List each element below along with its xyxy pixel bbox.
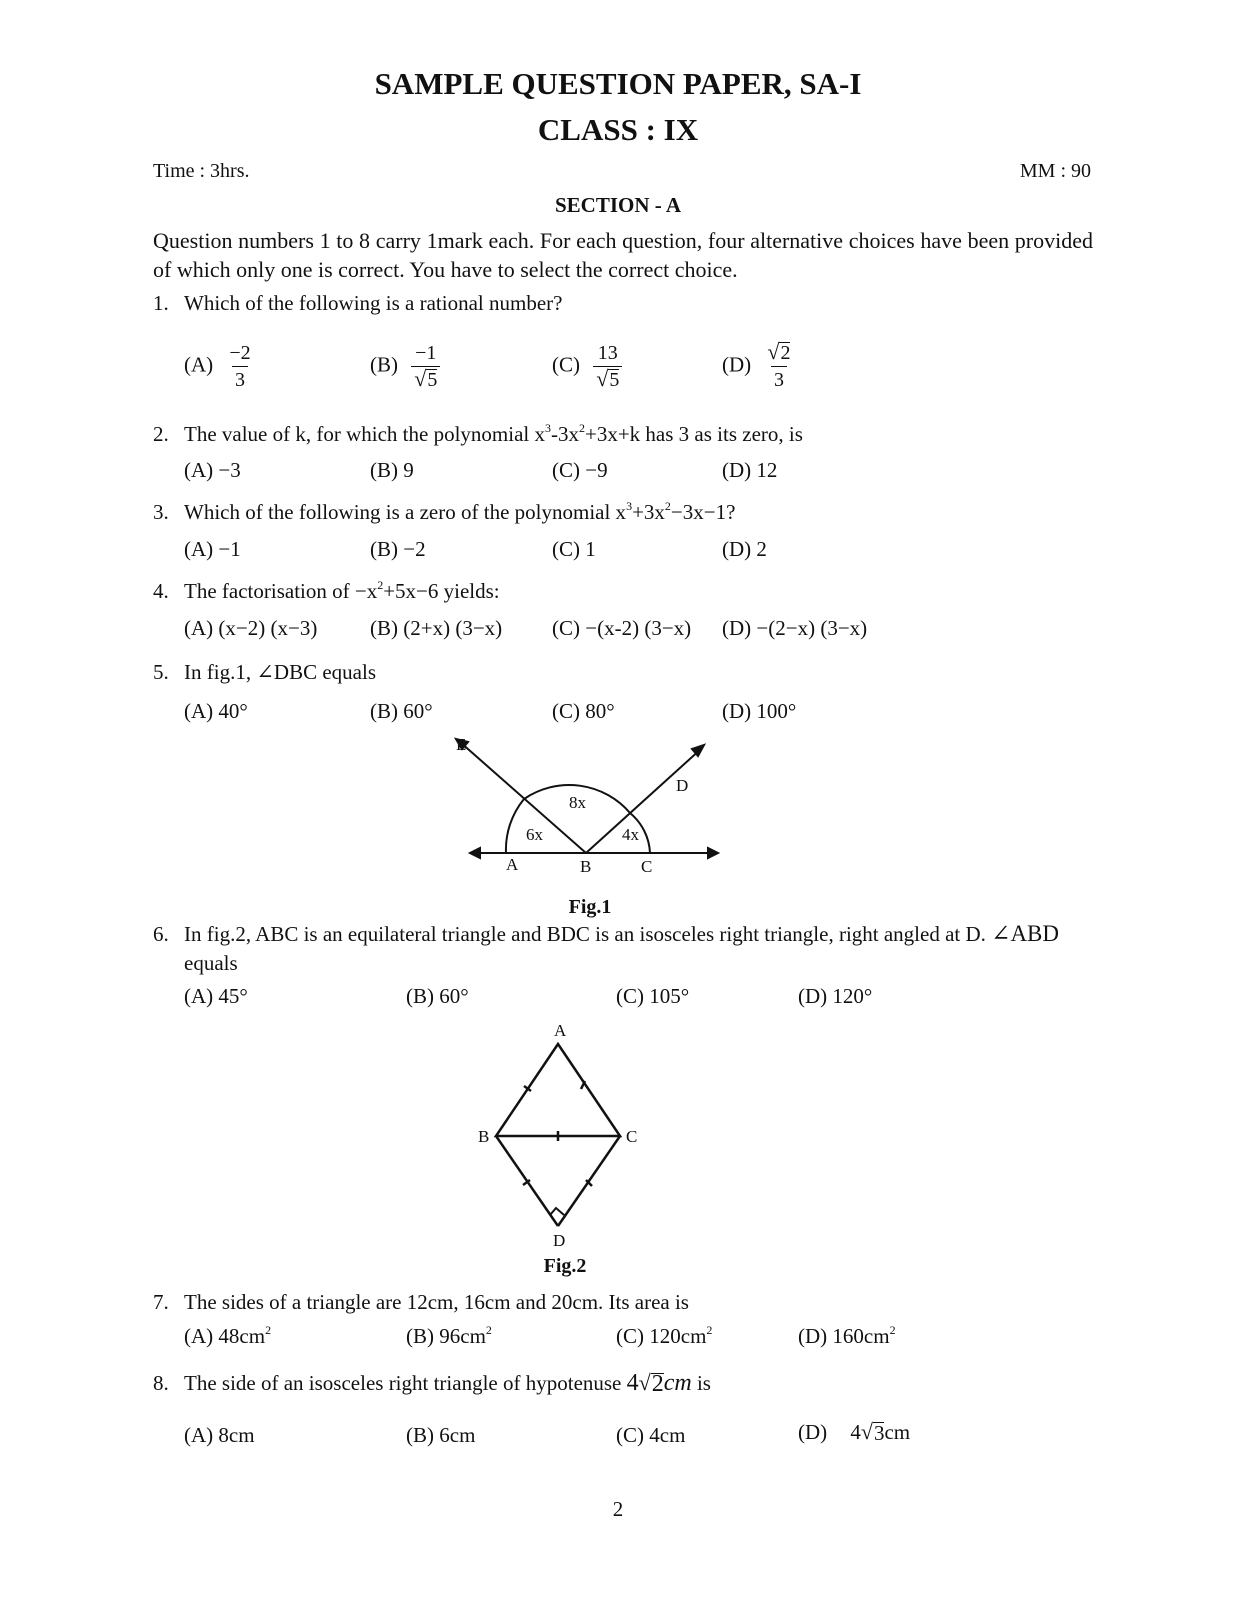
option-label: (C) — [616, 1324, 644, 1348]
question-text: Which of the following is a zero of the polynomial x — [184, 500, 627, 524]
question-8 — [153, 1370, 711, 1397]
label-8x: 8x — [569, 793, 586, 812]
exponent: 2 — [706, 1323, 713, 1337]
option-value: 60° — [403, 699, 433, 723]
numerator — [764, 340, 793, 366]
q6-option-c — [616, 984, 689, 1009]
label-d: D — [553, 1231, 566, 1250]
q3-option-c — [552, 537, 596, 562]
section-instructions: Question numbers 1 to 8 carry 1mark each. For each question, four alternative choices have been provided of which only one is correct. You have to select the correct choice. — [153, 228, 1093, 282]
coefficient: 4 — [626, 1370, 639, 1396]
question-number: 2. — [153, 422, 169, 446]
section-title: SECTION - A — [554, 193, 682, 217]
angle-symbol: ∠ABD — [991, 921, 1060, 946]
option-value: −9 — [585, 458, 608, 482]
numerator: 13 — [597, 342, 618, 364]
question-text: The side of an isosceles right triangle of hypotenuse — [184, 1371, 622, 1395]
option-value: 4cm — [649, 1423, 686, 1447]
exponent: 2 — [579, 421, 585, 435]
figure-1-caption: Fig.1 — [568, 896, 612, 918]
option-label: (A) — [184, 699, 214, 723]
numerator: −2 — [229, 342, 251, 364]
arrowhead-left-icon — [470, 848, 480, 858]
option-value: 40° — [218, 699, 248, 723]
question-text: +5x−6 yields: — [383, 579, 500, 603]
q4-option-a — [184, 616, 317, 641]
option-label: (B) — [370, 352, 398, 377]
sqrt-icon: √ — [767, 339, 780, 364]
q3-option-b — [370, 537, 426, 562]
option-value: 45° — [218, 984, 248, 1008]
question-text: +3x — [632, 500, 665, 524]
option-label: (C) — [552, 537, 580, 561]
q5-option-b — [370, 699, 433, 724]
option-label: (A) — [184, 458, 214, 482]
option-label: (B) — [370, 616, 398, 640]
angle-symbol: ∠DBC — [256, 660, 318, 684]
option-label: (A) — [184, 984, 214, 1008]
q6-option-b — [406, 984, 469, 1009]
option-label: (A) — [184, 1423, 214, 1447]
question-number: 4. — [153, 579, 169, 603]
option-label: (D) — [798, 1420, 828, 1444]
question-text: Which of the following is a rational number? — [184, 291, 563, 315]
q8-option-b — [406, 1423, 475, 1448]
option-value: 120cm — [649, 1324, 707, 1348]
ray-bd — [586, 748, 702, 853]
question-text: In fig.2, ABC is an equilateral triangle and BDC is an isosceles right triangle, right angled at D. — [184, 922, 986, 946]
figure-2 — [470, 1018, 650, 1253]
option-label: (A) — [184, 1324, 214, 1348]
time-label: Time : 3hrs. — [153, 160, 250, 182]
marks-label: MM : 90 — [1019, 160, 1091, 182]
q2-option-c — [552, 458, 608, 483]
option-label: (C) — [552, 352, 580, 377]
label-e: E — [456, 735, 467, 754]
question-number: 6. — [153, 922, 169, 946]
option-value: (2+x) (3−x) — [403, 616, 503, 640]
option-value: 60° — [439, 984, 469, 1008]
option-label: (D) — [722, 699, 752, 723]
option-value: 80° — [585, 699, 615, 723]
label-a: A — [554, 1021, 567, 1040]
option-value: 2 — [756, 537, 767, 561]
arc-6x — [506, 799, 524, 853]
option-label: (A) — [184, 537, 214, 561]
radicand: 5 — [609, 369, 620, 391]
q4-option-d — [722, 616, 867, 641]
question-7 — [153, 1290, 689, 1315]
option-label: (D) — [722, 616, 752, 640]
question-number: 5. — [153, 660, 169, 684]
q1-option-c — [552, 340, 622, 393]
option-label: (A) — [184, 616, 214, 640]
q4-option-b — [370, 616, 502, 641]
option-label: (D) — [798, 984, 828, 1008]
question-text: is — [696, 1371, 711, 1395]
q1-option-d — [722, 340, 793, 393]
denominator — [411, 366, 440, 393]
exponent: 2 — [265, 1323, 272, 1337]
page-number: 2 — [612, 1497, 624, 1521]
unit: cm — [884, 1420, 911, 1444]
paper-title: SAMPLE QUESTION PAPER, SA-I — [374, 66, 862, 101]
option-value: 12 — [756, 458, 778, 482]
option-value: −(2−x) (3−x) — [756, 616, 868, 640]
hypotenuse-expression — [627, 1370, 692, 1396]
q1-option-b — [370, 340, 440, 393]
q6-option-a — [184, 984, 248, 1009]
question-5 — [153, 660, 376, 685]
option-label: (A) — [184, 352, 214, 377]
sqrt-icon: √ — [414, 366, 427, 391]
question-text: The factorisation of −x — [184, 579, 378, 603]
option-value: 100° — [756, 699, 797, 723]
option-label: (C) — [552, 699, 580, 723]
option-label: (D) — [722, 458, 752, 482]
right-angle-mark — [550, 1208, 564, 1215]
option-label: (B) — [406, 1423, 434, 1447]
option-value: (x−2) (x−3) — [218, 616, 318, 640]
exponent: 2 — [485, 1323, 492, 1337]
option-value: 160cm — [832, 1324, 890, 1348]
q7-option-a — [184, 1324, 271, 1349]
numerator: −1 — [415, 342, 437, 364]
arrowhead-right-icon — [708, 848, 718, 858]
question-text: +3x+k has 3 as its zero, is — [585, 422, 803, 446]
option-value: −(x-2) (3−x) — [585, 616, 692, 640]
sqrt-icon: √ — [596, 366, 609, 391]
label-c: C — [641, 857, 653, 876]
figure-2-caption: Fig.2 — [543, 1255, 587, 1277]
option-value: −1 — [218, 537, 241, 561]
q5-option-d — [722, 699, 796, 724]
fraction — [411, 340, 440, 393]
option-value: −3 — [218, 458, 241, 482]
option-value — [850, 1420, 910, 1444]
question-4 — [153, 579, 500, 604]
option-value: 8cm — [218, 1423, 255, 1447]
option-label: (C) — [616, 1423, 644, 1447]
triangle-abc — [496, 1044, 620, 1136]
option-value: 96cm — [439, 1324, 486, 1348]
q7-option-b — [406, 1324, 492, 1349]
q2-option-d — [722, 458, 777, 483]
option-label: (B) — [370, 458, 398, 482]
side-dc — [558, 1136, 620, 1226]
class-label: CLASS : IX — [537, 112, 699, 147]
ray-be — [460, 742, 586, 853]
denominator: 3 — [771, 366, 787, 393]
q3-option-a — [184, 537, 241, 562]
option-value: 6cm — [439, 1423, 476, 1447]
question-text: -3x — [551, 422, 579, 446]
q7-option-d — [798, 1324, 896, 1349]
label-c: C — [626, 1127, 638, 1146]
option-value: 9 — [403, 458, 414, 482]
question-number: 3. — [153, 500, 169, 524]
exponent: 2 — [889, 1323, 896, 1337]
question-text: equals — [322, 660, 377, 684]
label-6x: 6x — [526, 825, 543, 844]
fraction — [764, 340, 793, 393]
exponent: 2 — [377, 578, 384, 592]
q6-option-d — [798, 984, 872, 1009]
option-value: 105° — [649, 984, 690, 1008]
question-1 — [153, 291, 562, 316]
question-6-cont: equals — [184, 951, 238, 975]
radicand: 5 — [427, 369, 438, 391]
question-number: 7. — [153, 1290, 169, 1314]
label-d: D — [676, 776, 689, 795]
label-b: B — [580, 857, 592, 876]
question-text: The value of k, for which the polynomial x — [184, 422, 545, 446]
option-label: (C) — [552, 616, 580, 640]
q2-option-b — [370, 458, 414, 483]
exponent: 2 — [664, 499, 671, 513]
option-label: (B) — [406, 984, 434, 1008]
q3-option-d — [722, 537, 767, 562]
question-3 — [153, 500, 735, 525]
radicand: 2 — [780, 342, 791, 364]
option-label: (D) — [722, 352, 752, 377]
q2-option-a — [184, 458, 241, 483]
option-value: 120° — [832, 984, 873, 1008]
q7-option-c — [616, 1324, 712, 1349]
question-number: 1. — [153, 291, 169, 315]
label-b: B — [478, 1127, 490, 1146]
fraction — [593, 340, 622, 393]
option-label: (B) — [370, 699, 398, 723]
question-number: 8. — [153, 1371, 169, 1395]
option-value: 1 — [585, 537, 596, 561]
option-value: 48cm — [218, 1324, 266, 1348]
option-label: (C) — [616, 984, 644, 1008]
q4-option-c — [552, 616, 691, 641]
q1-option-a — [184, 340, 254, 393]
unit: cm — [663, 1370, 692, 1396]
radicand: 2 — [651, 1371, 664, 1397]
option-label: (D) — [722, 537, 752, 561]
q5-option-a — [184, 699, 248, 724]
label-a: A — [506, 855, 519, 874]
radicand: 3 — [873, 1421, 885, 1445]
denominator: 3 — [232, 366, 248, 393]
option-label: (D) — [798, 1324, 828, 1348]
sqrt-icon: √ — [638, 1370, 651, 1395]
fraction — [226, 340, 253, 393]
q8-option-a — [184, 1423, 255, 1448]
figure-1 — [440, 728, 740, 888]
question-6 — [153, 921, 1059, 947]
option-label: (B) — [406, 1324, 434, 1348]
q5-option-c — [552, 699, 615, 724]
question-text: −3x−1? — [670, 500, 736, 524]
exponent: 3 — [626, 499, 633, 513]
option-label: (B) — [370, 537, 398, 561]
option-label: (C) — [552, 458, 580, 482]
question-text: The sides of a triangle are 12cm, 16cm and 20cm. Its area is — [184, 1290, 689, 1314]
question-text: In fig.1, — [184, 660, 252, 684]
q8-option-c — [616, 1423, 685, 1448]
sqrt-icon: √ — [860, 1419, 873, 1444]
exponent: 3 — [545, 421, 551, 435]
question-2 — [153, 422, 803, 447]
option-value: −2 — [403, 537, 426, 561]
q8-option-d — [798, 1420, 910, 1445]
denominator — [593, 366, 622, 393]
coefficient: 4 — [850, 1420, 861, 1444]
label-4x: 4x — [622, 825, 639, 844]
